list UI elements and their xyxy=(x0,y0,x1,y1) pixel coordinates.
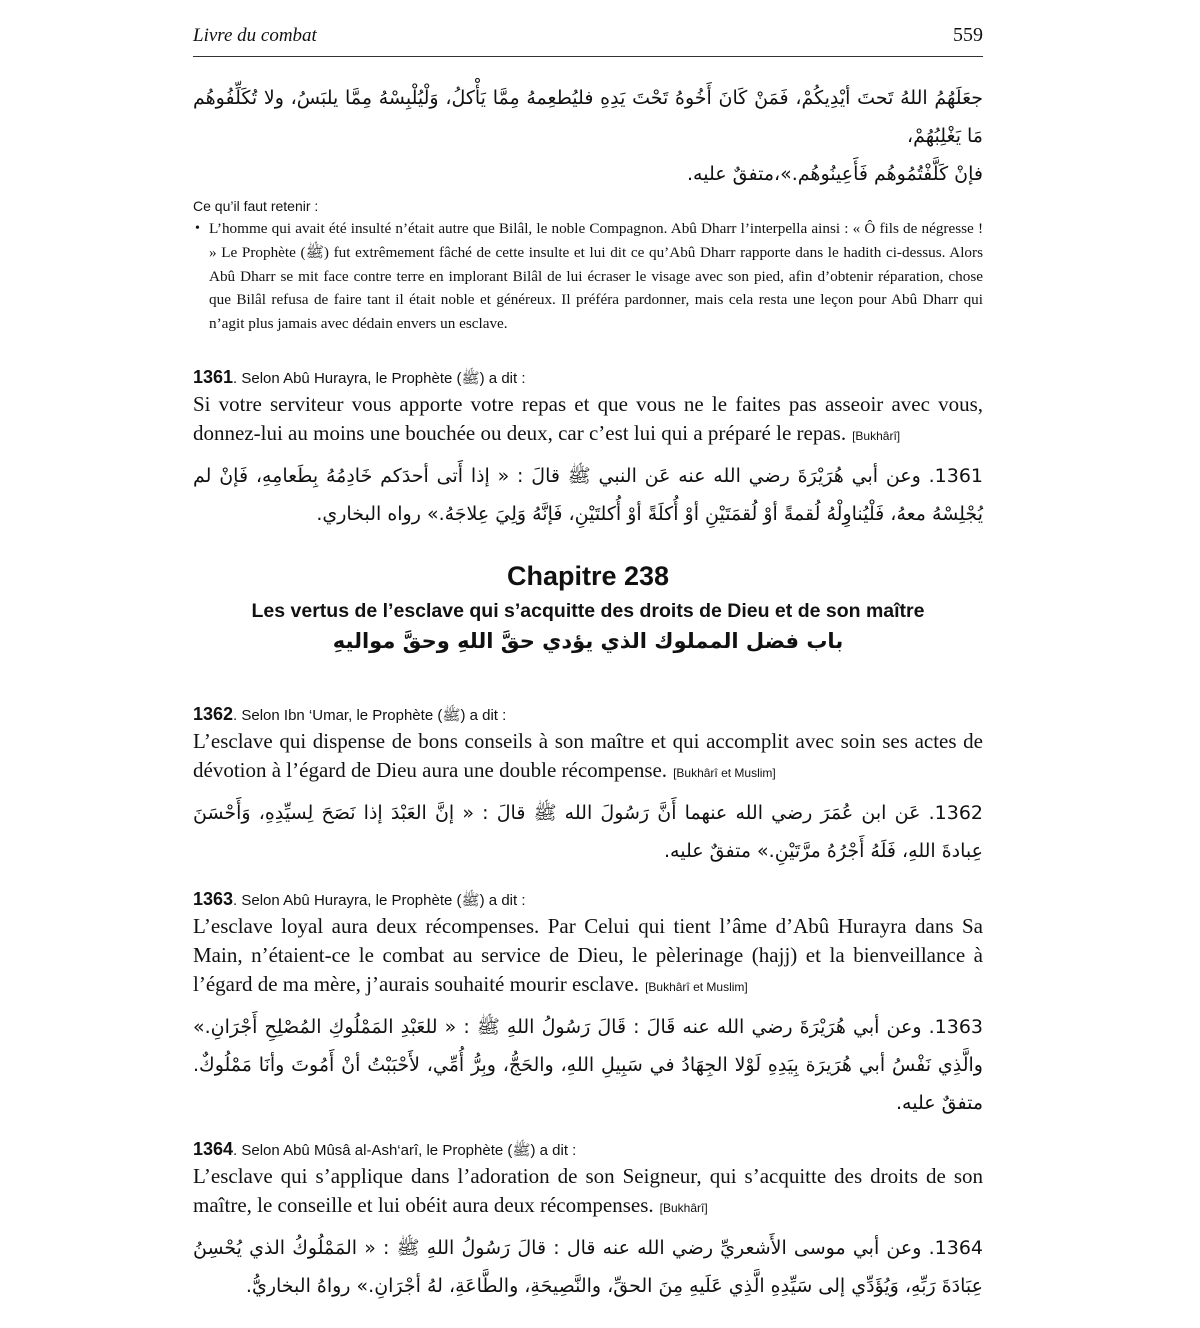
hadith-intro: . Selon Ibn ‘Umar, le Prophète (ﷺ) a dit : xyxy=(233,706,507,724)
arabic-continuation xyxy=(193,79,983,193)
hadith-number: 1361 xyxy=(193,366,234,387)
hadith-intro: . Selon Abû Hurayra, le Prophète (ﷺ) a dit : xyxy=(233,891,526,909)
hadith-arabic: 1361. وعن أبي هُرَيْرَةَ رضي الله عنه عَن النبي ﷺ قالَ : « إذا أَتى أحدَكم خَادِمُهُ بِطَعامِهِ، فَإنْ لم يُجْلِسْهُ معهُ، فَلْيُناوِلْهُ لُقمةً أوْ لُقمَتَيْنِ أوْ أُكلَةً أوْ أُكلتَيْنِ، فَإنَّهُ وَلِيَ عِلاجَهُ.» رواه البخاري. xyxy=(193,464,983,525)
header-rule xyxy=(193,56,983,57)
hadith-1364 xyxy=(193,1138,983,1305)
page-number: 559 xyxy=(953,24,983,46)
chapter-number: Chapitre 238 xyxy=(506,560,670,591)
hadith-number: 1364 xyxy=(193,1138,234,1159)
hadith-french-text: Si votre serviteur vous apporte votre repas et que vous ne le faites pas asseoir avec vous, donnez-lui au moins une bouchée ou deux, car c’est lui qui a préparé le repas. xyxy=(193,391,983,445)
hadith-source: [Bukhârî] xyxy=(852,428,901,443)
hadith-1363 xyxy=(193,888,983,1122)
hadith-heading xyxy=(193,1138,983,1162)
hadith-intro: . Selon Abû Mûsâ al-Ash‘arî, le Prophète (ﷺ) a dit : xyxy=(233,1141,577,1159)
hadith-french-text: L’esclave qui s’applique dans l’adoration de son Seigneur, qui s’acquitte des droits de son maître, le conseille et lui obéit aura deux récompenses. xyxy=(193,1163,983,1217)
hadith-heading xyxy=(193,888,983,912)
hadith-arabic: 1364. وعن أبي موسى الأَشعريِّ رضي الله عنه قال : قالَ رَسُولُ اللهِ ﷺ : « المَمْلُوكُ الذي يُحْسِنُ عِبَادَةَ رَبِّهِ، وَيُؤَدِّي إلى سَيِّدِهِ الَّذِي عَلَيهِ مِنَ الحقِّ، والنَّصِيحَةِ، والطَّاعَةِ، لهُ أجْرَانِ.» رواهُ البخاريُّ. xyxy=(193,1236,983,1297)
hadith-french xyxy=(193,390,983,451)
arabic-line: جعَلَهُمُ اللهُ تَحتَ أيْدِيكُمْ، فَمَنْ كَانَ أَخُوهُ تَحْتَ يَدِهِ فليُطعِمهُ مِمَّا يَأْكلُ، وَلْيُلْبِسْهُ مِمَّا يلبَسُ، ولا تُكَلِّفُوهُم مَا يَغْلِبُهُمْ، xyxy=(193,87,983,147)
hadith-french-text: L’esclave loyal aura deux récompenses. Par Celui qui tient l’âme d’Abû Hurayra dans Sa Main, n’étaient-ce le combat au service de Dieu, le pèlerinage (hajj) et la bienveillance à l’égard de ma mère, j’aurais souhaité mourir esclave. xyxy=(193,913,983,996)
hadith-intro: . Selon Abû Hurayra, le Prophète (ﷺ) a dit : xyxy=(233,369,526,387)
hadith-french xyxy=(193,727,983,788)
hadith-french xyxy=(193,912,983,1002)
note-text: L’homme qui avait été insulté n’était autre que Bilâl, le noble Compagnon. Abû Dharr l’interpella ainsi : « Ô fils de négresse ! » Le Prophète (ﷺ) fut extrêmement fâché de cette insulte et lui dit ce qu’Abû Dharr rapporte dans le hadith ci-dessus. Alors Abû Dharr se mit face contre terre en implorant Bilâl de lui écraser le visage avec son pied, afin d’obtenir réparation, chose que Bilâl refusa de faire tant il était noble et généreux. Il préféra pardonner, mais cela resta une leçon pour Abû Dharr qui n’agit plus jamais avec dédain envers un esclave. xyxy=(209,220,983,333)
hadith-french-text: L’esclave qui dispense de bons conseils à son maître et qui accomplit avec soin ses actes de dévotion à l’égard de Dieu aura une double récompense. xyxy=(193,728,983,782)
hadith-arabic: 1362. عَن ابن عُمَرَ رضي الله عنهما أَنَّ رَسُولَ الله ﷺ قالَ : « إنَّ العَبْدَ إذا نَصَحَ لِسيِّدِهِ، وَأَحْسَنَ عِبادةَ اللهِ، فَلَهُ أَجْرُهُ مرَّتَيْنِ.» متفقٌ عليه. xyxy=(193,801,983,862)
hadith-1361 xyxy=(193,366,983,533)
hadith-number: 1363 xyxy=(193,888,234,909)
hadith-number: 1362 xyxy=(193,703,234,724)
chapter-heading xyxy=(193,559,983,657)
hadith-french xyxy=(193,1162,983,1223)
hadith-source: [Bukhârî et Muslim] xyxy=(645,979,748,994)
chapter-arabic-title: باب فضل المملوك الذي يؤدي حقَّ اللهِ وحقَّ مواليهِ xyxy=(332,628,844,653)
note-heading: Ce qu’il faut retenir : xyxy=(193,198,319,214)
page-header xyxy=(193,24,983,54)
hadith-arabic: 1363. وعن أبي هُرَيْرَةَ رضي الله عنه قَالَ : قَالَ رَسُولُ اللهِ ﷺ : « للعَبْدِ المَمْلُوكِ المُصْلِحِ أَجْرَانِ.» والَّذِي نَفْسُ أبي هُرَيرَة بِيَدِهِ لَوْلا الجِهَادُ في سَبِيلِ اللهِ، والحَجُّ، وبِرُّ أُمِّي، لأَحْبَبْتُ أنْ أَمُوتَ وأنَا مَمْلُوكٌ. متفقٌ عليه. xyxy=(193,1015,983,1114)
note-bullet-item xyxy=(193,217,983,336)
arabic-line: فإنْ كَلَّفْتُمُوهُم فَأَعِينُوهُم.»،متفقٌ عليه. xyxy=(687,163,983,185)
hadith-heading xyxy=(193,366,983,390)
chapter-title: Les vertus de l’esclave qui s’acquitte des droits de Dieu et de son maître xyxy=(251,599,925,622)
bullet-icon: • xyxy=(195,221,200,236)
hadith-source: [Bukhârî et Muslim] xyxy=(673,765,776,780)
running-title: Livre du combat xyxy=(193,25,317,46)
hadith-source: [Bukhârî] xyxy=(659,1200,708,1215)
book-page xyxy=(193,24,983,1305)
hadith-heading xyxy=(193,703,983,727)
hadith-1362 xyxy=(193,703,983,870)
